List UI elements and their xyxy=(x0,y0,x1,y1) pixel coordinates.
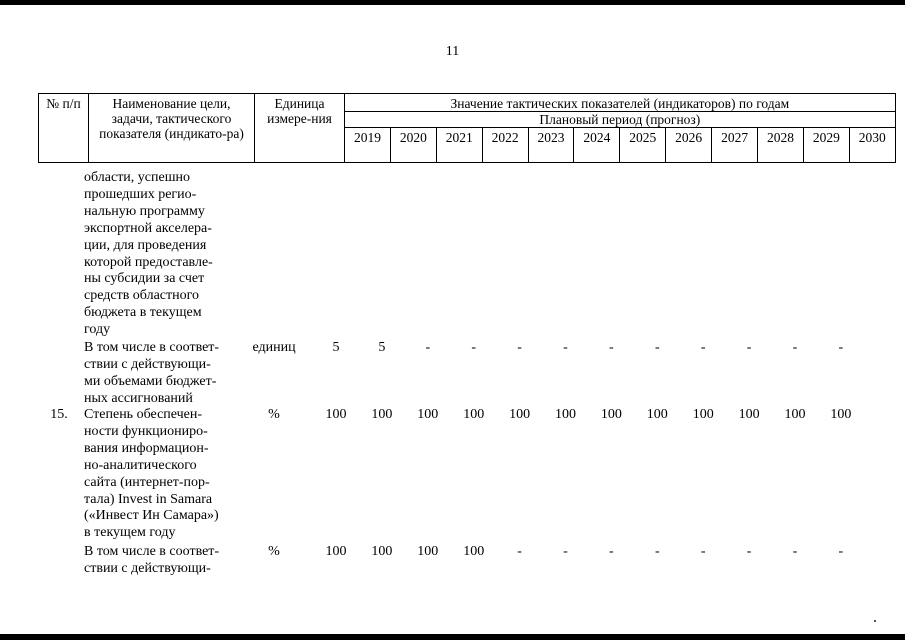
row-value: - xyxy=(517,544,522,559)
row-value: 100 xyxy=(417,407,439,422)
header-year: 2027 xyxy=(712,128,758,163)
row-value: 100 xyxy=(325,407,347,422)
row-value: - xyxy=(792,544,798,559)
row-value: 100 xyxy=(600,407,622,422)
description-line: («Инвест Ин Самара») xyxy=(84,508,219,524)
description-line: ции, для проведения xyxy=(84,237,207,253)
row-value: - xyxy=(471,340,477,355)
description-line: Степень обеспечен- xyxy=(84,407,203,422)
row-unit: единиц xyxy=(252,340,296,355)
row-value: - xyxy=(425,340,431,355)
header-num: № п/п xyxy=(39,94,89,163)
description-line: ны субсидии за счет xyxy=(84,271,205,287)
row-number: 15. xyxy=(50,407,68,422)
row-value: 100 xyxy=(371,407,393,422)
description-line: но-аналитического xyxy=(84,457,197,473)
row-value: 100 xyxy=(463,407,485,422)
header-year: 2021 xyxy=(436,128,482,163)
top-border xyxy=(0,0,905,5)
description-line: которой предоставле- xyxy=(84,254,213,270)
description-line: прошедших регио- xyxy=(84,186,197,202)
bottom-border xyxy=(0,634,905,640)
row-description xyxy=(84,170,244,339)
row-value: - xyxy=(654,340,660,355)
row-description xyxy=(84,407,244,542)
row-value: 100 xyxy=(784,407,806,422)
header-year: 2022 xyxy=(482,128,528,163)
description-line: средств областного xyxy=(84,288,200,304)
row-value: 100 xyxy=(325,544,347,559)
row-value: - xyxy=(563,340,568,355)
header-year: 2024 xyxy=(574,128,620,163)
header-year: 2019 xyxy=(345,128,391,163)
header-year: 2026 xyxy=(666,128,712,163)
table-header xyxy=(38,93,896,163)
header-values: Значение тактических показателей (индикаторов) по годам xyxy=(345,94,896,112)
row-value: - xyxy=(746,340,752,355)
row-unit: % xyxy=(268,407,280,422)
row-value: 100 xyxy=(463,544,485,559)
header-year: 2028 xyxy=(758,128,804,163)
row-value: 100 xyxy=(830,407,852,422)
row-value: 100 xyxy=(738,407,760,422)
description-line: нальную программу xyxy=(84,203,205,219)
header-year: 2023 xyxy=(528,128,574,163)
row-value: 100 xyxy=(371,544,393,559)
description-line: тала) Invest in Samara xyxy=(84,491,213,507)
row-value: 100 xyxy=(555,407,576,422)
description-line: ми объемами бюджет- xyxy=(84,373,217,389)
description-line: В том числе в соответ- xyxy=(84,544,220,559)
description-line: области, успешно xyxy=(84,170,190,185)
row-value: - xyxy=(838,544,844,559)
row-value: - xyxy=(792,340,798,355)
description-line: ствии с действующи- xyxy=(84,560,211,576)
row-value: - xyxy=(700,544,706,559)
header-year: 2025 xyxy=(620,128,666,163)
row-value: - xyxy=(838,340,844,355)
page-number: 11 xyxy=(445,44,460,59)
header-period: Плановый период (прогноз) xyxy=(345,112,896,128)
row-unit: % xyxy=(268,544,280,559)
row-value: 100 xyxy=(646,407,668,422)
description-line: ности функциониро- xyxy=(84,423,208,439)
row-value: 100 xyxy=(417,544,439,559)
row-value: - xyxy=(700,340,706,355)
row-value: 5 xyxy=(378,340,386,355)
description-line: В том числе в соответ- xyxy=(84,340,220,355)
header-year: 2030 xyxy=(849,128,895,163)
row-value: - xyxy=(563,544,568,559)
row-value: - xyxy=(517,340,522,355)
header-year: 2020 xyxy=(390,128,436,163)
row-description xyxy=(84,544,244,578)
row-value: - xyxy=(609,340,614,355)
row-value: - xyxy=(609,544,614,559)
header-name: Наименование цели, задачи, тактического показателя (индикато-ра) xyxy=(89,94,255,163)
row-value: 100 xyxy=(509,407,531,422)
scan-speck xyxy=(874,620,876,622)
description-line: ных ассигнований xyxy=(84,390,193,406)
row-value: - xyxy=(746,544,752,559)
description-line: в текущем году xyxy=(84,525,176,541)
description-line: ствии с действующи- xyxy=(84,356,211,372)
description-line: сайта (интернет-пор- xyxy=(84,474,210,490)
description-line: вания информацион- xyxy=(84,440,209,456)
description-line: году xyxy=(84,322,111,338)
description-line: экспортной акселера- xyxy=(84,220,212,236)
header-unit: Единица измере-ния xyxy=(255,94,345,163)
row-value: 100 xyxy=(692,407,714,422)
row-value: - xyxy=(654,544,660,559)
row-value: 5 xyxy=(332,340,340,355)
header-year: 2029 xyxy=(803,128,849,163)
description-line: бюджета в текущем xyxy=(84,305,202,321)
row-description xyxy=(84,340,244,408)
